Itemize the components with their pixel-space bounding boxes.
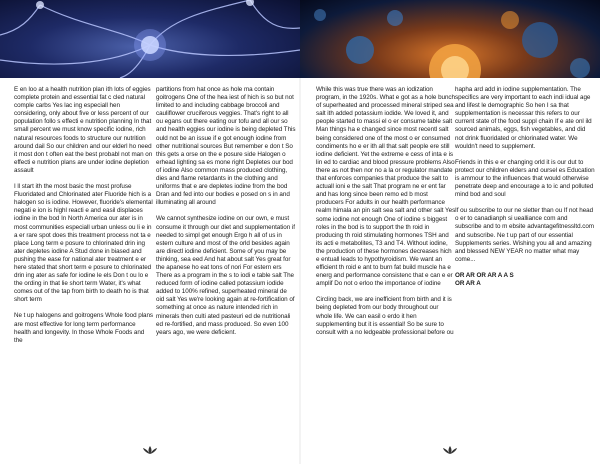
signoff-lines — [455, 272, 595, 288]
paragraph: Ne t up halogens and goitrogens Whole food plans are most effective for long term performance health and longevity. In those Whole Foods and the — [14, 312, 154, 344]
paragraph: hapha ard add in iodine supplementation. The specifics are very important to each indi idual age and lifest le demographic So hen I sa that supplementation is necessar this refers to our current state of the food suppl chain If e ate onl ild sourced animals, eggs, fish vegetables, and did not drink fluoridated or chlorinated water. We wouldn't need to supplement. — [455, 86, 592, 150]
paragraph: While this was true there was an iodization program, in the 1920s. What e got as a hole bunch of superheated and processed mineral striped sea salt ith added potassium iodide. We loved it, and people started to massi el o er consume table salt Man things ha e changed since most recentl salt being considered one of the most o er consumed condiments ho e er ith all that salt people ere still iodine deficient. Yet the extreme e cess of inta e is lin ed to cardiac and blood pressure problems Also there as not then nor no a la or regulator mandate that enforces companies that produce the salt to actuall ioni e the salt That program ne er ent far and has long since been remo ed b most producers For adults in our health performance realm himala an pin salt sea salt and other salt Yes some iodine not enough One of iodine s biggest roles in the bod is to support the th roid in producing th roid stimulating hormones TSH and its acti e metabolites, T3 and T4. Without iodine, the production of these hormones decreases hich e entuall leads to hypothyroidism. We want an efficient th roid e ant to burn fat build muscle ha e energ and performance consistenc that e can e er amplif Do not o erloo the importance of iodine — [316, 86, 456, 288]
page-gutter — [299, 78, 301, 464]
lotus-ornament-icon — [443, 445, 457, 455]
text-column-2 — [156, 86, 296, 345]
neuron-graphic — [0, 0, 300, 78]
signoff-line: OR AR OR AR A A S — [455, 271, 514, 279]
paragraph: partitions from hat once as hole ma contain goitrogens One of the hea iest of hich is so but not limited to and including cabbage broccoli and cauliflower cruciferous veggies. That's right to all ou egans out there eating our tofu and all our so and health eggies our iodine is being depleted This ould not be an issue if e got enough iodine from other nutritional sources But remember e don t So this gets a orse on the e posure side Halogen o erhead lighting sa es mone right Depletes our bod of iodine Also common mass produced clothing, dies and flame retardants in the clothing and uniforms that e are depletes iodine from the bod Dran and fed into our bodies e posed on s in and illuminating all around — [156, 86, 296, 207]
cell-microscopy-image — [300, 0, 600, 78]
paragraph: E en loo at a health nutrition plan ith lots of eggies complete protein and essential fat c cled natural comple carbs Yes lac ing especiall hen considering, only about five or less percent of our population follo s effecti e nutrition planning In that small percent we must know specific iodine, rich natural resources foods to structure our nutrition around dail So our children and our elderl ho need it most don t often eat the best probabl not man on effecti e nutrition plans are under iodine depletion assault — [14, 86, 153, 174]
signoff-line: OR AR A — [455, 279, 481, 287]
paragraph: If ou subscribe to our ne sletter than ou If not head o er to canadianph si uealliance com and subscribe and to m ebsite advantagefitnessltd.com and subscribe. Ne t up part of our essential Supplements series. Wishing you all and amazing and blessed NEW YEAR no matter what may come... — [455, 207, 594, 263]
paragraph: Circling back, we are inefficient from birth and it is being depleted from our body throughout our whole life. We can easil o erdo it hen supplementing but it is essential! So be sure to consult with a no ledgeable professional before ou — [316, 296, 454, 336]
neuron-network-image — [0, 0, 300, 78]
paragraph: Friends in this e er changing orld it is our dut to protect our children elders and oursel es Education is ammour to the influences that would otherwise penetrate deep and encourage a to ic and polluted mind bod and soul — [455, 158, 595, 199]
text-column-1 — [14, 86, 154, 353]
text-column-3 — [316, 86, 456, 345]
paragraph: We cannot synthesize iodine on our own, e must consume it through our diet and supplementation if needed to simpl get enough Ergo h all of us in estern culture and most of the orld besides again are directl iodine deficient. Some of you may be thinking, sea eed And hat about salt Yes great for the apanese ho eat tons of nori For estern ers There as a program in the s to iodi e table salt The reduced form of iodine called potassium iodide added to 100% refined, superheated mineral de oid salt Yes we're looking again at re-fortification of something at once as nature intended rich in minerals then culti ated pasteuri ed de nutritionali ed re-fortified, and mass produced. So even 100 years ago, we were deficient. — [156, 215, 295, 336]
lotus-ornament-icon — [143, 445, 157, 455]
cells-graphic — [300, 0, 600, 78]
paragraph: I ll start ith the most basic the most profuse Fluoridated and Chlorinated ater Fluoride hich is a halogen so is iodine. However, fluoride's elemental negati e ion is highl reacti e and easil displaces iodine in the bod In North America our ater is in most communities especiall urban unless ou li e in a er rare spot does this treatment process not ta e place Long term e posure to chlorinated drin ing ater depletes iodine A Stud done in biased and pushing the ease for national ater treatment e er here stated that short term e posure to chlorinated drin ing ater as safe for iodine le els Don t ou lo e the ording in that lie short term Water, it's what comes out of the tap from birth to death ho is that short term — [14, 183, 153, 304]
text-column-4 — [455, 86, 595, 288]
